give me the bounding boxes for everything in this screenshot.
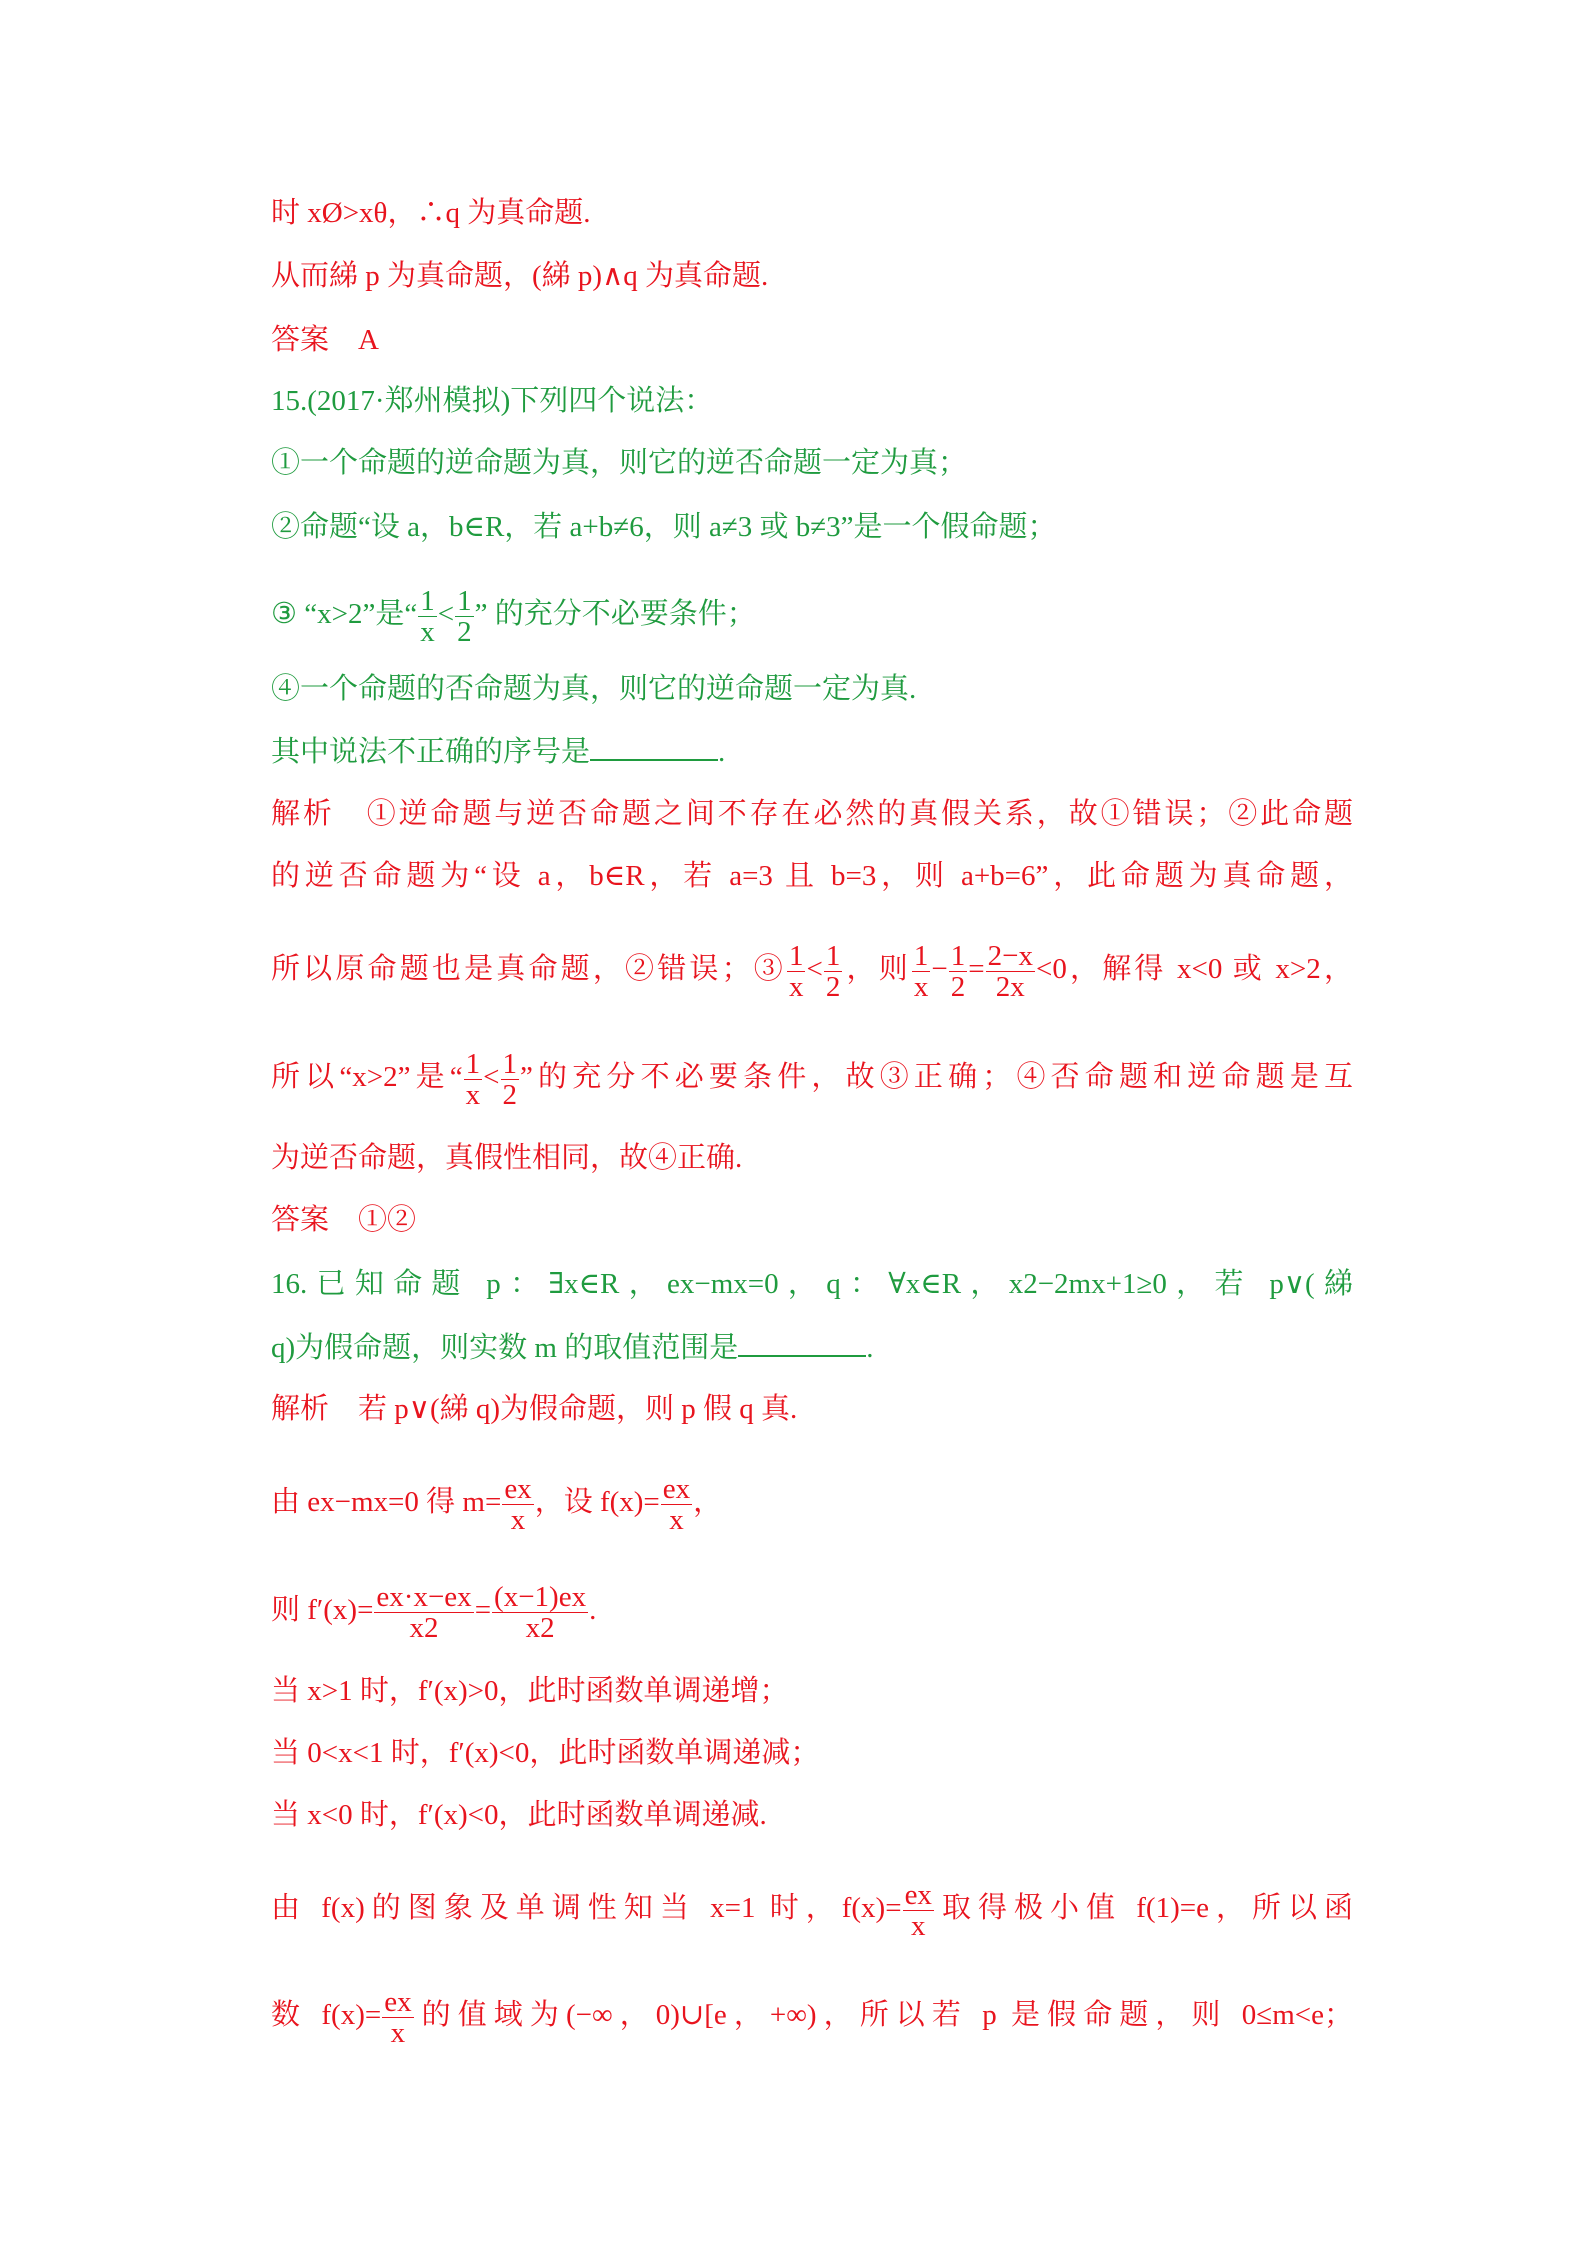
text-segment: 答案 A xyxy=(271,324,379,356)
text-line xyxy=(271,256,768,296)
fraction-denominator: 2x xyxy=(995,971,1025,1003)
text-segment: q)为假命题，则实数 m 的取值范围是 xyxy=(271,1332,739,1364)
fraction-denominator: x xyxy=(510,1504,526,1536)
fraction-denominator: x xyxy=(465,1079,481,1111)
text-segment: < xyxy=(437,598,455,631)
fraction-numerator: 1 xyxy=(502,1048,518,1080)
text-segment: 其中说法不正确的序号是 xyxy=(271,736,591,768)
text-line xyxy=(271,585,756,648)
text-segment: 解析 若 p∨(綈 q)为假命题，则 p 假 q 真. xyxy=(271,1393,798,1425)
fraction xyxy=(903,1880,934,1941)
fraction-denominator: x xyxy=(788,971,804,1003)
text-line xyxy=(271,1048,1353,1111)
text-line xyxy=(271,443,967,483)
text-line xyxy=(271,381,713,421)
fraction xyxy=(787,941,806,1002)
fraction-denominator: x xyxy=(911,1910,926,1942)
fraction xyxy=(492,1582,588,1643)
fraction xyxy=(824,941,843,1002)
text-segment: . xyxy=(718,736,726,768)
text-segment: 的值域为(−∞，0)∪[e，+∞)，所以若 p 是假命题，则 0≤m<e； xyxy=(414,1999,1353,2032)
text-segment: 时 xØ>xθ，∴q 为真命题. xyxy=(271,197,591,229)
text-line xyxy=(271,1986,1353,2049)
fraction xyxy=(949,941,968,1002)
fraction xyxy=(661,1474,692,1535)
fraction xyxy=(418,586,437,647)
text-segment: ①一个命题的逆命题为真，则它的逆否命题一定为真； xyxy=(271,447,968,479)
text-segment: 所以原命题也是真命题，②错误；③ xyxy=(271,953,786,986)
fraction-denominator: 2 xyxy=(825,971,841,1003)
fraction-numerator: ex xyxy=(904,1879,932,1911)
text-line xyxy=(271,731,725,771)
text-segment: 的逆否命题为“设 a，b∈R，若 a=3 且 b=3，则 a+b=6”，此命题为真命题， xyxy=(271,860,1353,892)
text-segment: = xyxy=(968,953,985,986)
text-segment: < xyxy=(806,953,823,986)
fraction xyxy=(501,1049,520,1110)
fraction-denominator: x xyxy=(390,2017,406,2049)
text-line xyxy=(271,1671,789,1711)
fraction-denominator: x xyxy=(669,1504,684,1536)
text-line xyxy=(271,1264,1353,1304)
fraction-denominator: 2 xyxy=(457,616,472,648)
text-segment: ③ “x>2”是“ xyxy=(271,598,418,631)
text-segment: 当 x>1 时，f′(x)>0，此时函数单调递增； xyxy=(271,1675,789,1707)
text-segment: 所以“x>2”是“ xyxy=(271,1061,463,1094)
text-segment: 15.(2017·郑州模拟)下列四个说法： xyxy=(271,385,714,417)
text-segment: ”的充分不必要条件，故③正确；④否命题和逆命题是互 xyxy=(520,1061,1353,1094)
fraction-numerator: (x−1)ex xyxy=(494,1581,587,1613)
fraction xyxy=(382,1987,413,2048)
text-segment: = xyxy=(474,1594,492,1627)
text-segment: 从而綈 p 为真命题，(綈 p)∧q 为真命题. xyxy=(271,260,769,292)
fraction-numerator: ex·x−ex xyxy=(376,1581,472,1613)
fraction-numerator: 1 xyxy=(913,940,929,972)
text-segment: <0，解得 x<0 或 x>2， xyxy=(1035,953,1353,986)
text-segment: 当 x<0 时，f′(x)<0，此时函数单调递减. xyxy=(271,1799,767,1831)
text-segment: ” 的充分不必要条件； xyxy=(474,598,756,631)
fraction-numerator: 1 xyxy=(950,940,966,972)
text-line xyxy=(271,1138,742,1178)
text-segment: 由 ex−mx=0 得 m= xyxy=(271,1486,502,1519)
text-line xyxy=(271,669,916,709)
fraction xyxy=(502,1474,533,1535)
text-line xyxy=(271,1879,1353,1942)
text-segment: ，则 xyxy=(843,953,911,986)
fraction-numerator: ex xyxy=(384,1986,412,2018)
text-segment: . xyxy=(866,1332,874,1364)
fraction xyxy=(374,1582,473,1643)
text-segment: ④一个命题的否命题为真，则它的逆命题一定为真. xyxy=(271,673,917,705)
text-line xyxy=(271,193,590,233)
text-segment: 16.已知命题 p：∃x∈R，ex−mx=0，q：∀x∈R，x2−2mx+1≥0，若 p∨(綈 xyxy=(271,1268,1353,1300)
fraction-numerator: 1 xyxy=(825,940,841,972)
text-segment: 为逆否命题，真假性相同，故④正确. xyxy=(271,1142,743,1174)
fraction-numerator: 1 xyxy=(788,940,804,972)
text-line xyxy=(271,1327,873,1367)
text-segment: 当 0<x<1 时，f′(x)<0，此时函数单调递减； xyxy=(271,1737,820,1769)
fraction-numerator: 2−x xyxy=(987,940,1033,972)
fraction-numerator: 1 xyxy=(465,1048,481,1080)
text-segment: − xyxy=(931,953,948,986)
text-line xyxy=(271,1473,723,1536)
text-segment: 答案 ①② xyxy=(271,1204,417,1236)
fraction-numerator: ex xyxy=(504,1473,532,1505)
text-line xyxy=(271,320,379,360)
text-segment: ②命题“设 a，b∈R，若 a+b≠6，则 a≠3 或 b≠3”是一个假命题； xyxy=(271,511,1057,543)
text-segment: 取得极小值 f(1)=e，所以函 xyxy=(934,1892,1353,1925)
text-line xyxy=(271,940,1353,1003)
fraction-denominator: 2 xyxy=(502,1079,518,1111)
fraction-numerator: ex xyxy=(662,1473,691,1505)
text-segment: 数 f(x)= xyxy=(271,1999,382,2032)
text-line xyxy=(271,507,1057,547)
text-segment: ， xyxy=(693,1486,723,1519)
text-line xyxy=(271,856,1353,896)
text-line xyxy=(271,1733,819,1773)
text-line xyxy=(271,1581,597,1644)
text-line xyxy=(271,794,1353,834)
fraction-denominator: x xyxy=(913,971,929,1003)
text-line xyxy=(271,1200,416,1240)
fraction xyxy=(986,941,1035,1002)
fraction xyxy=(912,941,931,1002)
answer-blank xyxy=(738,1327,866,1357)
text-line xyxy=(271,1795,767,1835)
text-segment: 则 f′(x)= xyxy=(271,1594,374,1627)
text-segment: < xyxy=(483,1061,500,1094)
fraction xyxy=(455,586,474,647)
text-segment: . xyxy=(589,1594,597,1627)
text-line xyxy=(271,1389,797,1429)
fraction-denominator: x xyxy=(420,616,435,648)
text-segment: ，设 f(x)= xyxy=(534,1486,660,1519)
fraction-denominator: x2 xyxy=(525,1612,555,1644)
fraction-numerator: 1 xyxy=(420,585,435,617)
text-segment: 由 f(x)的图象及单调性知当 x=1 时，f(x)= xyxy=(271,1892,902,1925)
fraction-numerator: 1 xyxy=(457,585,472,617)
fraction-denominator: 2 xyxy=(950,971,966,1003)
fraction xyxy=(464,1049,483,1110)
text-segment: 解析 ①逆命题与逆否命题之间不存在必然的真假关系，故①错误；②此命题 xyxy=(271,798,1353,830)
fraction-denominator: x2 xyxy=(409,1612,439,1644)
answer-blank xyxy=(590,731,718,761)
